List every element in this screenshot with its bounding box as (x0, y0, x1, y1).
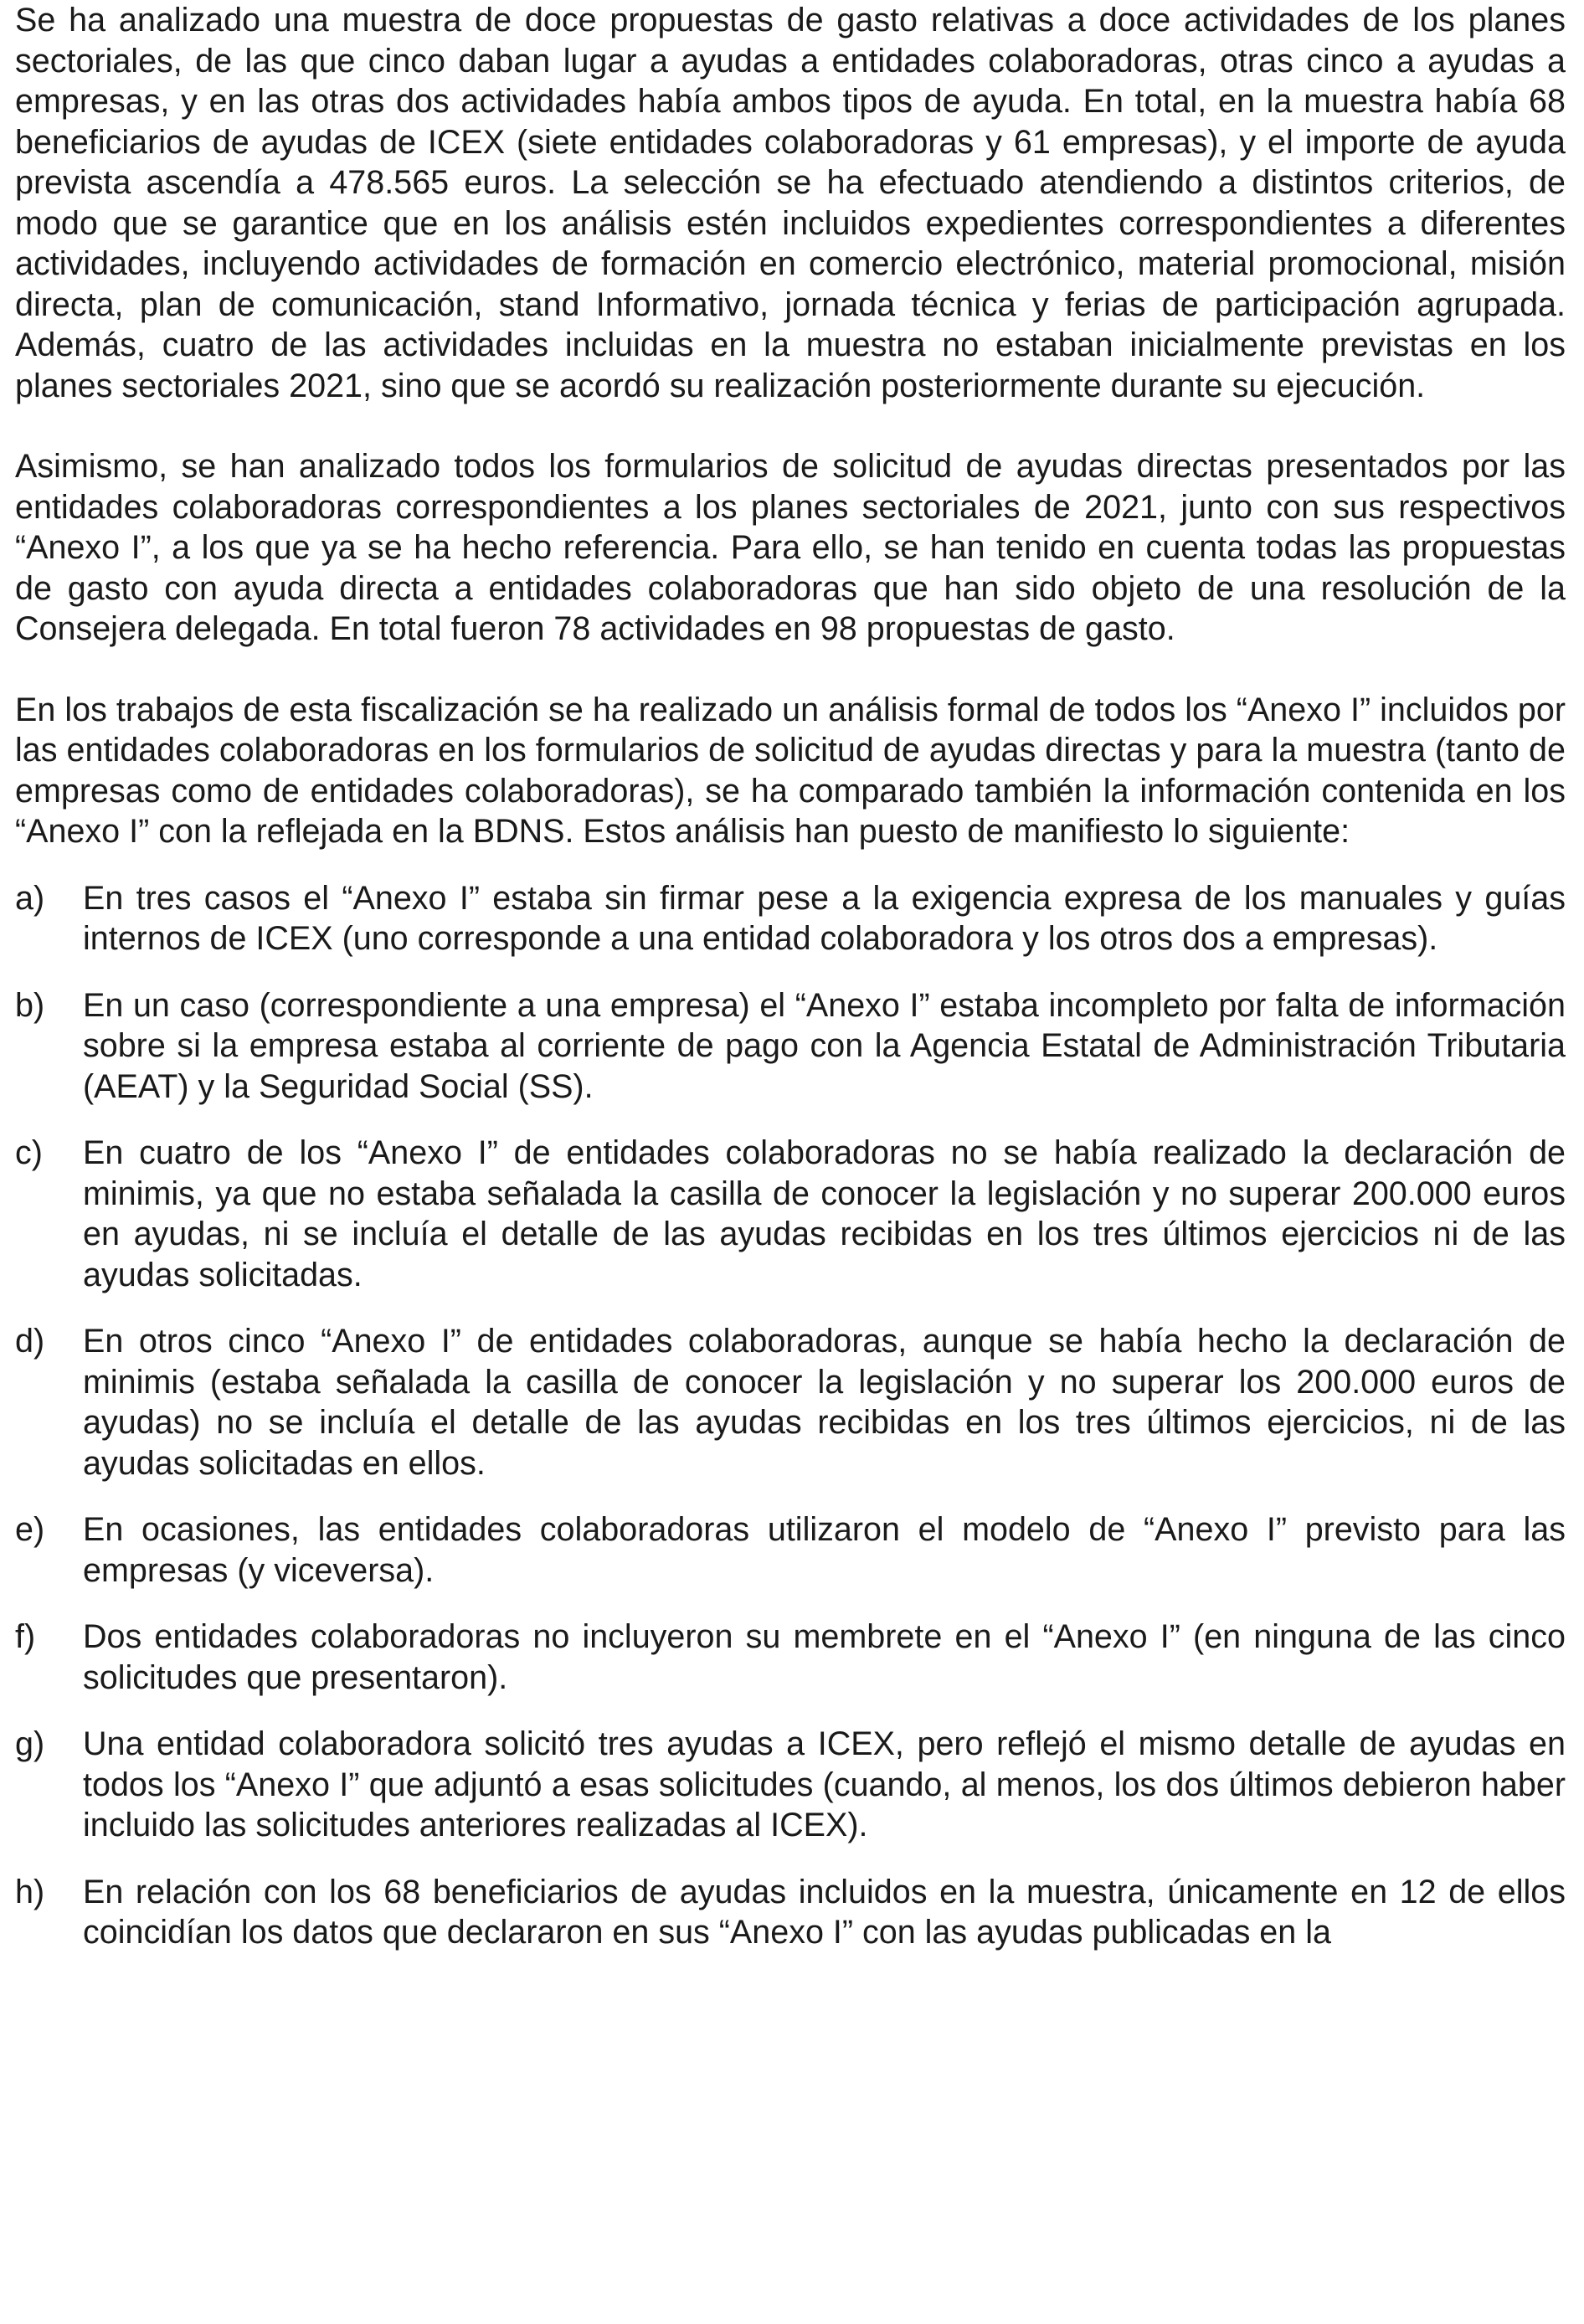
findings-list (15, 878, 1566, 1953)
list-marker: b) (15, 986, 45, 1024)
finding-item-g (15, 1724, 1566, 1846)
finding-text: En otros cinco “Anexo I” de entidades colaboradoras, aunque se había hecho la declaración de minimis (estaba señalada la casilla de conocer la legislación y no superar los 200.000 euros de ayudas) no se incluía el detalle de las ayudas recibidas en los tres últimos ejercicios, ni de las ayudas solicitadas en ellos. (83, 1323, 1566, 1482)
finding-item-b (15, 985, 1566, 1108)
finding-text: En un caso (correspondiente a una empresa) el “Anexo I” estaba incompleto por falta de información sobre si la empresa estaba al corriente de pago con la Agencia Estatal de Administración Tributaria (AEAT) y la Seguridad Social (SS). (83, 986, 1566, 1105)
list-marker: d) (15, 1323, 45, 1360)
finding-text: Una entidad colaboradora solicitó tres ayudas a ICEX, pero reflejó el mismo detalle de ayudas en todos los “Anexo I” que adjuntó a esas solicitudes (cuando, al menos, los dos últimos debieron haber incluido las solicitudes anteriores realizadas al ICEX). (83, 1725, 1566, 1843)
list-marker: g) (15, 1725, 45, 1762)
list-marker: a) (15, 879, 45, 917)
paragraph-forms-analysis: Asimismo, se han analizado todos los formularios de solicitud de ayudas directas presentados por las entidades colaboradoras correspondientes a los planes sectoriales de 2021, junto con sus respectivos “Anexo I”, a los que ya se ha hecho referencia. Para ello, se han tenido en cuenta todas las propuestas de gasto con ayuda directa a entidades colaboradoras que han sido objeto de una resolución de la Consejera delegada. En total fueron 78 actividades en 98 propuestas de gasto. (15, 448, 1566, 647)
finding-text: En cuatro de los “Anexo I” de entidades colaboradoras no se había realizado la declaración de minimis, ya que no estaba señalada la casilla de conocer la legislación y no superar 200.000 euros en ayudas, ni se incluía el detalle de las ayudas recibidas en los tres últimos ejercicios ni de las ayudas solicitadas. (83, 1134, 1566, 1293)
finding-item-c (15, 1133, 1566, 1295)
finding-item-h (15, 1872, 1566, 1953)
paragraph-formal-analysis: En los trabajos de esta fiscalización se ha realizado un análisis formal de todos los “Anexo I” incluidos por las entidades colaboradoras en los formularios de solicitud de ayudas directas y para la muestra (tanto de empresas como de entidades colaboradoras), se ha comparado también la información contenida en los “Anexo I” con la reflejada en la BDNS. Estos análisis han puesto de manifiesto lo siguiente: (15, 691, 1566, 850)
finding-item-e (15, 1509, 1566, 1591)
finding-text: En relación con los 68 beneficiarios de ayudas incluidos en la muestra, únicamente en 12 de ellos coincidían los datos que declararon en sus “Anexo I” con las ayudas publicadas en la (83, 1873, 1566, 1951)
finding-text: En tres casos el “Anexo I” estaba sin firmar pese a la exigencia expresa de los manuales y guías internos de ICEX (uno corresponde a una entidad colaboradora y los otros dos a empresas). (83, 879, 1566, 957)
finding-text: Dos entidades colaboradoras no incluyeron su membrete en el “Anexo I” (en ninguna de las cinco solicitudes que presentaron). (83, 1618, 1566, 1696)
finding-item-a (15, 878, 1566, 959)
list-marker: h) (15, 1873, 45, 1910)
finding-item-f (15, 1617, 1566, 1698)
finding-item-d (15, 1321, 1566, 1483)
paragraph-sample-description: Se ha analizado una muestra de doce propuestas de gasto relativas a doce actividades de los planes sectoriales, de las que cinco daban lugar a ayudas a entidades colaboradoras, otras cinco a ayudas a empresas, y en las otras dos actividades había ambos tipos de ayuda. En total, en la muestra había 68 beneficiarios de ayudas de ICEX (siete entidades colaboradoras y 61 empresas), y el importe de ayuda prevista ascendía a 478.565 euros. La selección se ha efectuado atendiendo a distintos criterios, de modo que se garantice que en los análisis estén incluidos expedientes correspondientes a diferentes actividades, incluyendo actividades de formación en comercio electrónico, material promocional, misión directa, plan de comunicación, stand Informativo, jornada técnica y ferias de participación agrupada. Además, cuatro de las actividades incluidas en la muestra no estaban inicialmente previstas en los planes sectoriales 2021, sino que se acordó su realización posteriormente durante su ejecución. (15, 2, 1566, 404)
list-marker: f) (15, 1618, 36, 1655)
finding-text: En ocasiones, las entidades colaboradoras utilizaron el modelo de “Anexo I” previsto para las empresas (y viceversa). (83, 1511, 1566, 1589)
list-marker: c) (15, 1134, 43, 1171)
list-marker: e) (15, 1511, 45, 1548)
document-page (15, 0, 1566, 1979)
